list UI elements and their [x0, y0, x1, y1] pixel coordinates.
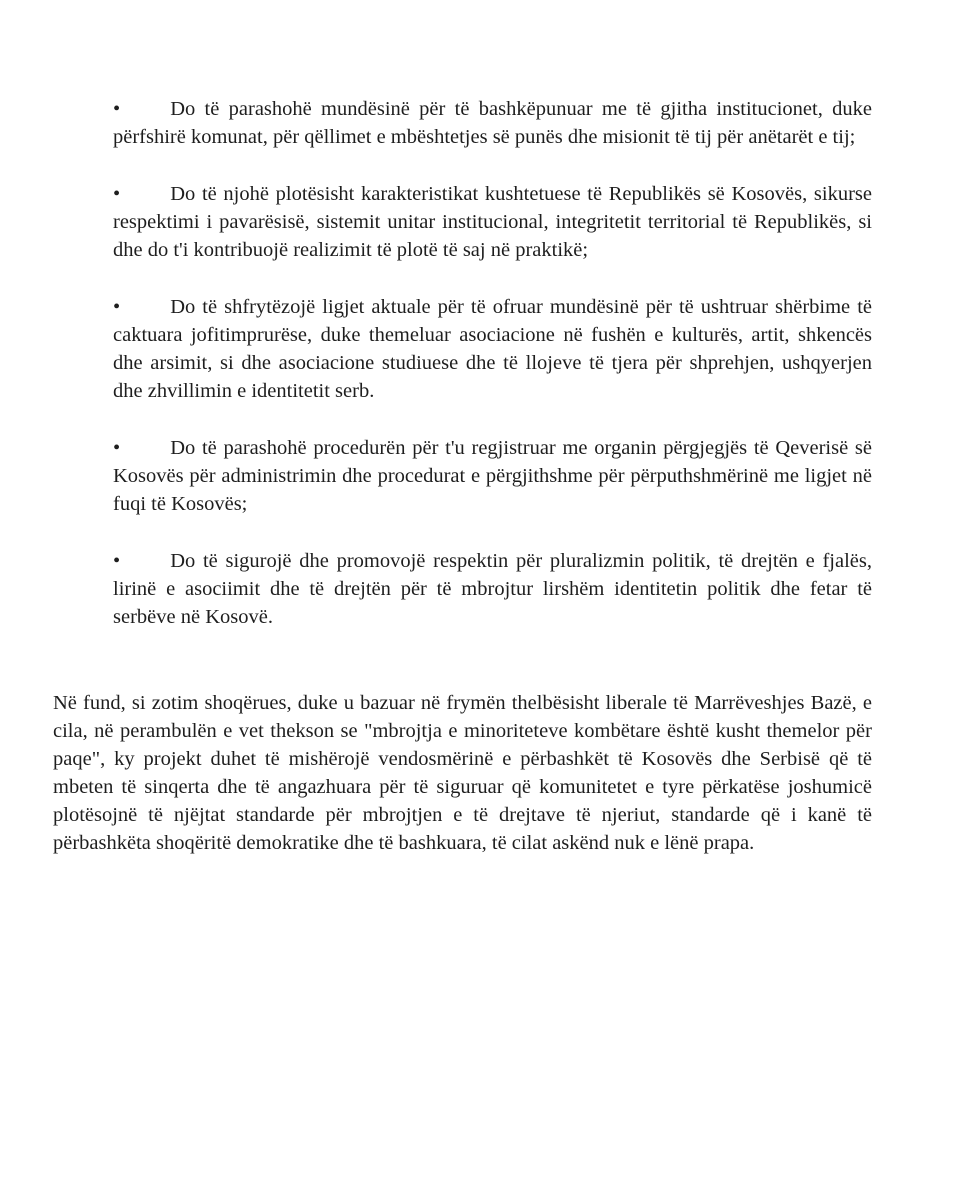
bullet-marker: • — [113, 296, 121, 318]
bullet-item — [113, 180, 872, 264]
bullet-text: Do të shfrytëzojë ligjet aktuale për të ofruar mundësinë për të ushtruar shërbime të caktuara jofitimprurëse, duke themeluar asociacione në fushën e kulturës, artit, shkencës dhe arsimit, si dhe asociacione studiuese dhe të llojeve të tjera për shprehjen, ushqyerjen dhe zhvillimin e identitetit serb. — [113, 296, 872, 402]
bullet-text: Do të njohë plotësisht karakteristikat kushtetuese të Republikës së Kosovës, sikurse respektimi i pavarësisë, sistemit unitar institucional, integritetit territorial të Republikës, si dhe do t'i kontribuojë realizimit të plotë të saj në praktikë; — [113, 183, 872, 261]
bullet-marker: • — [113, 183, 121, 205]
bullet-marker: • — [113, 98, 121, 120]
bullet-item — [113, 293, 872, 405]
bullet-tab-space — [120, 312, 170, 313]
bullet-tab-space — [120, 199, 170, 200]
bullet-tab-space — [120, 453, 170, 454]
bullet-item — [113, 434, 872, 518]
bullet-text: Do të parashohë mundësinë për të bashkëpunuar me të gjitha institucionet, duke përfshirë komunat, për qëllimet e mbështetjes së punës dhe misionit të tij për anëtarët e tij; — [113, 98, 872, 148]
bullet-tab-space — [120, 566, 170, 567]
bullet-item — [113, 547, 872, 631]
bullet-text: Do të parashohë procedurën për t'u regjistruar me organin përgjegjës të Qeverisë së Kosovës për administrimin dhe procedurat e përgjithshme për përputhshmërinë me ligjet në fuqi të Kosovës; — [113, 437, 872, 515]
bullet-text: Do të sigurojë dhe promovojë respektin për pluralizmin politik, të drejtën e fjalës, lirinë e asociimit dhe të drejtën për të mbrojtur lirshëm identitetin politik dhe fetar të serbëve në Kosovë. — [113, 550, 872, 628]
bullet-marker: • — [113, 550, 121, 572]
bullet-item — [113, 95, 872, 151]
bullet-tab-space — [120, 114, 170, 115]
closing-paragraph: Në fund, si zotim shoqërues, duke u bazuar në frymën thelbësisht liberale të Marrëveshjes Bazë, e cila, në perambulën e vet thekson se "mbrojtja e minoriteteve kombëtare është kusht themelor për paqe", ky projekt duhet të mishërojë vendosmërinë e përbashkët të Kosovës dhe Serbisë që të mbeten të sinqerta dhe të angazhuara për të siguruar që komunitetet e tyre përkatëse joshumicë plotësojnë të njëjtat standarde për mbrojtjen e të drejtave të njeriut, standarde që i kanë të përbashkëta shoqëritë demokratike dhe të bashkuara, të cilat askënd nuk e lënë prapa. — [53, 692, 872, 854]
bullet-list — [113, 95, 872, 631]
bullet-marker: • — [113, 437, 121, 459]
